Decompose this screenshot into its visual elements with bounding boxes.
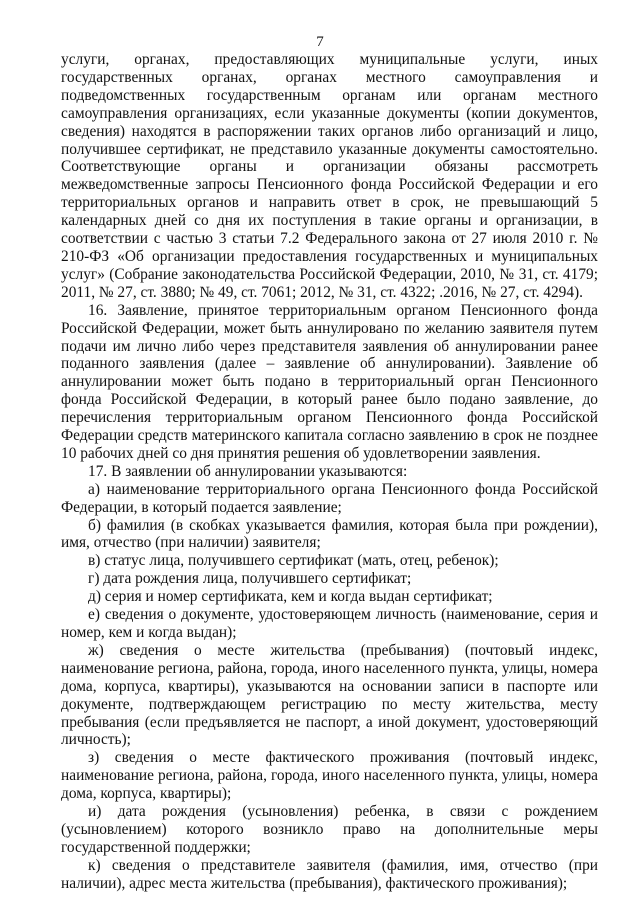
page-number: 7 xyxy=(316,34,324,50)
list-item-17i: и) дата рождения (усыновления) ребенка, в связи с рождением (усыновлением) которого возникло право на дополнительные меры государственной поддержки; xyxy=(61,803,598,856)
paragraph-item-16: 16. Заявление, принятое территориальным органом Пенсионного фонда Российской Федерации, может быть аннулировано по желанию заявителя путем подачи им лично либо через представителя заявления об аннулировании ранее поданного заявления (далее – заявление об аннулировании). Заявление об аннулировании может быть подано в территориальный орган Пенсионного фонда Российской Федерации, в который ранее было подано заявление, до перечисления территориальным органом Пенсионного фонда Российской Федерации средств материнского капитала согласно заявлению в срок не позднее 10 рабочих дней со дня принятия решения об удовлетворении заявления. xyxy=(61,301,598,462)
list-item-17b: б) фамилия (в скобках указывается фамилия, которая была при рождении), имя, отчество (при наличии) заявителя; xyxy=(61,516,598,552)
paragraph-continuation: услуги, органах, предоставляющих муниципальные услуги, иных государственных органах, органах местного самоуправления и подведомственных государственным органам или органам местного самоуправления организациях, если указанные документы (копии документов, сведения) находятся в распоряжении таких органов либо организаций и лицо, получившее сертификат, не представило указанные документы самостоятельно. Соответствующие органы и организации обязаны рассмотреть межведомственные запросы Пенсионного фонда Российской Федерации и его территориальных органов и направить ответ в срок, не превышающий 5 календарных дней со дня их поступления в такие органы и организации, в соответствии с частью 3 статьи 7.2 Федерального закона от 27 июля 2010 г. № 210-ФЗ «Об организации предоставления государственных и муниципальных услуг» (Собрание законодательства Российской Федерации, 2010, № 31, ст. 4179; 2011, № 27, ст. 3880; № 49, ст. 7061; 2012, № 31, ст. 4322; .2016, № 27, ст. 4294). xyxy=(61,51,598,301)
list-item-17a: а) наименование территориального органа Пенсионного фонда Российской Федерации, в который подается заявление; xyxy=(61,480,598,516)
list-item-17g: г) дата рождения лица, получившего сертификат; xyxy=(88,570,412,588)
list-item-17zh: ж) сведения о месте жительства (пребывания) (почтовый индекс, наименование региона, района, города, иного населенного пункта, улицы, номера дома, корпуса, квартиры), указываются на основании записи в паспорте или документе, подтверждающем регистрацию по месту жительства, месту пребывания (если предъявляется не паспорт, а иной документ, удостоверяющий личность); xyxy=(61,641,598,749)
list-item-17d: д) серия и номер сертификата, кем и когда выдан сертификат; xyxy=(88,588,493,606)
list-item-17z: з) сведения о месте фактического проживания (почтовый индекс, наименование региона, района, города, иного населенного пункта, улицы, номера дома, корпуса, квартиры); xyxy=(61,749,598,803)
list-item-17k: к) сведения о представителе заявителя (фамилия, имя, отчество (при наличии), адрес места жительства (пребывания), фактического проживания); xyxy=(61,856,598,892)
paragraph-item-17: 17. В заявлении об аннулировании указываются: xyxy=(88,462,408,480)
list-item-17e: е) сведения о документе, удостоверяющем личность (наименование, серия и номер, кем и когда выдан); xyxy=(61,606,598,641)
document-body xyxy=(61,51,598,893)
list-item-17v: в) статус лица, получившего сертификат (мать, отец, ребенок); xyxy=(88,552,499,570)
